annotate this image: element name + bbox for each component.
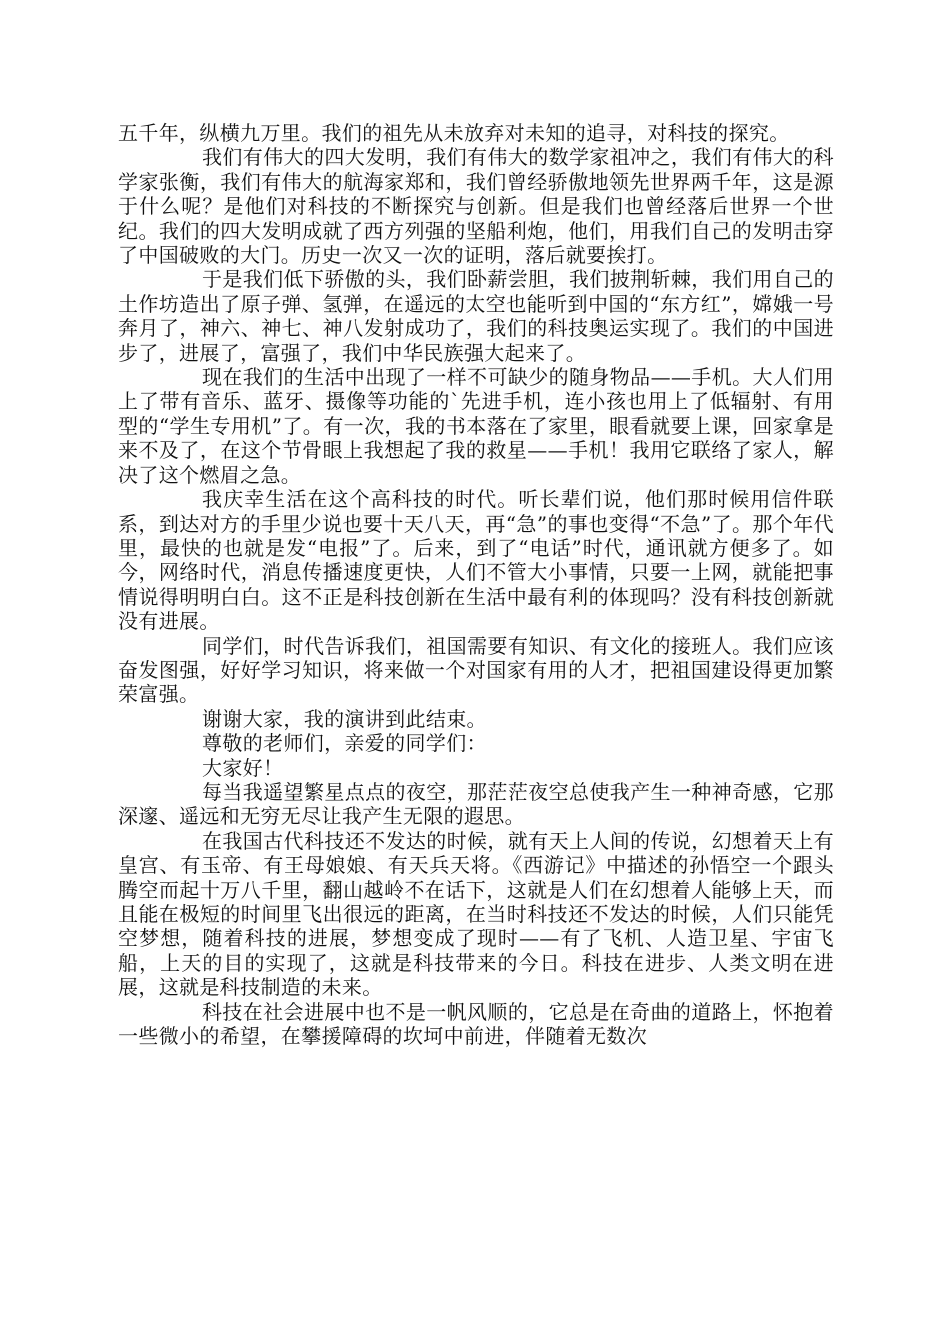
paragraph-9: 大家好！ [202,755,284,780]
paragraph-4: 现在我们的生活中出现了一样不可缺少的随身物品——手机。大人们用上了带有音乐、蓝牙、摄像等功能的`先进手机，连小孩也用上了低辐射、有用型的“学生专用机”了。有一次，我的书本落在了家里，眼看就要上课，回家拿是来不及了，在这个节骨眼上我想起了我的救星——手机！我用它联络了家人，解决了这个燃眉之急。 [118,365,834,487]
paragraph-6: 同学们，时代告诉我们，祖国需要有知识、有文化的接班人。我们应该奋发图强，好好学习知识，将来做一个对国家有用的人才，把祖国建设得更加繁荣富强。 [118,633,834,707]
paragraph-1: 五千年，纵横九万里。我们的祖先从未放弃对未知的追寻，对科技的探究。 [118,121,790,145]
paragraph-3: 于是我们低下骄傲的头，我们卧薪尝胆，我们披荆斩棘，我们用自己的土作坊造出了原子弹、氢弹，在遥远的太空也能听到中国的“东方红”，嫦娥一号奔月了，神六、神七、神八发射成功了，我们的科技奥运实现了。我们的中国进步了，进展了，富强了，我们中华民族强大起来了。 [118,267,834,365]
document-body [118,121,834,1048]
paragraph-2: 我们有伟大的四大发明，我们有伟大的数学家祖冲之，我们有伟大的科学家张衡，我们有伟大的航海家郑和，我们曾经骄傲地领先世界两千年，这是源于什么呢？是他们对科技的不断探究与创新。但是我们也曾经落后世界一个世纪。我们的四大发明成就了西方列强的坚船利炮，他们，用我们自己的发明击穿了中国破败的大门。历史一次又一次的证明，落后就要挨打。 [118,145,834,268]
paragraph-8: 尊敬的老师们，亲爱的同学们： [202,731,487,756]
paragraph-7: 谢谢大家，我的演讲到此结束。 [202,706,487,731]
paragraph-5: 我庆幸生活在这个高科技的时代。听长辈们说，他们那时候用信件联系，到达对方的手里少说也要十天八天，再“急”的事也变得“不急”了。那个年代里，最快的也就是发“电报”了。后来，到了“电话”时代，通讯就方便多了。如今，网络时代，消息传播速度更快，人们不管大小事情，只要一上网，就能把事情说得明明白白。这不正是科技创新在生活中最有利的体现吗？没有科技创新就没有进展。 [118,487,834,634]
paragraph-10: 每当我遥望繁星点点的夜空，那茫茫夜空总使我产生一种神奇感，它那深邃、遥远和无穷无尽让我产生无限的遐思。 [118,779,834,829]
paragraph-12: 科技在社会进展中也不是一帆风顺的，它总是在奇曲的道路上，怀抱着一些微小的希望，在攀援障碍的坎坷中前进，伴随着无数次 [118,999,834,1049]
paragraph-11: 在我国古代科技还不发达的时候，就有天上人间的传说，幻想着天上有皇宫、有玉帝、有王母娘娘、有天兵天将。《西游记》中描述的孙悟空一个跟头腾空而起十万八千里，翻山越岭不在话下，这就是人们在幻想着人能够上天，而且能在极短的时间里飞出很远的距离，在当时科技还不发达的时候，人们只能凭空梦想，随着科技的进展，梦想变成了现时——有了飞机、人造卫星、宇宙飞船，上天的目的实现了，这就是科技带来的今日。科技在进步、人类文明在进展，这就是科技制造的未来。 [118,828,834,1000]
